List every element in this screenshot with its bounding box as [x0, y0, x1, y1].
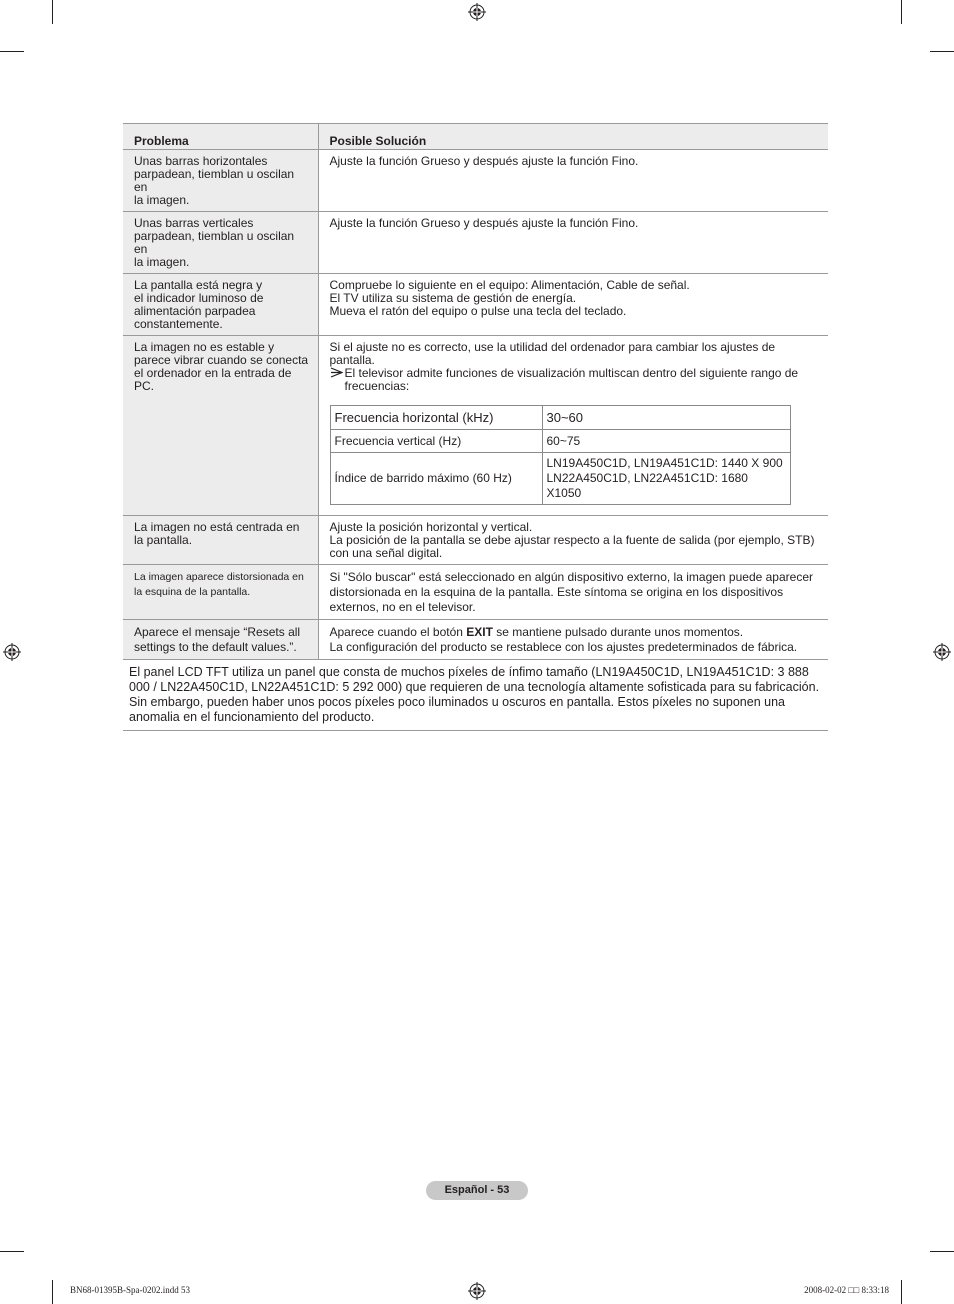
- slug-filename: BN68-01395B-Spa-0202.indd 53: [70, 1285, 190, 1295]
- problem-cell: La imagen no es estable y parece vibrar cuando se conecta el ordenador en la entrada de PC.: [123, 336, 318, 516]
- note: El televisor admite funciones de visualización multiscan dentro del siguiente rango de frecuencias:: [330, 367, 821, 393]
- table-row: [123, 516, 828, 565]
- problem-cell: La pantalla está negra y el indicador luminoso de alimentación parpadea constantemente.: [123, 274, 318, 336]
- freq-label: Frecuencia vertical (Hz): [330, 430, 542, 453]
- table-row: [123, 565, 828, 620]
- table-row: [123, 212, 828, 274]
- problem-cell: La imagen no está centrada en la pantalla.: [123, 516, 318, 565]
- table-row: [123, 274, 828, 336]
- header-problem: Problema: [123, 124, 318, 150]
- page-number-badge: Español - 53: [426, 1181, 528, 1200]
- problem-cell: Aparece el mensaje “Resets all settings to the default values.”.: [123, 620, 318, 660]
- freq-value: 30~60: [542, 406, 790, 430]
- crop-mark: [901, 0, 902, 24]
- slug-datetime: 2008-02-02 □□ 8:33:18: [804, 1285, 889, 1295]
- troubleshooting-table: [123, 123, 828, 731]
- crop-mark: [52, 1280, 53, 1304]
- solution-cell: Ajuste la función Grueso y después ajuste la función Fino.: [318, 212, 828, 274]
- registration-mark-icon: [468, 1282, 486, 1300]
- table-row: [123, 150, 828, 212]
- solution-cell: Compruebe lo siguiente en el equipo: Alimentación, Cable de señal. El TV utiliza su sistema de gestión de energía. Mueva el ratón del equipo o pulse una tecla del teclado.: [318, 274, 828, 336]
- solution-cell: Si "Sólo buscar" está seleccionado en algún dispositivo externo, la imagen puede aparecer distorsionada en la esquina de la pantalla. Este síntoma se origina en los dispositivos externos, no en el televisor.: [318, 565, 828, 620]
- note-arrow-icon: [330, 367, 345, 393]
- problem-cell: Unas barras horizontales parpadean, tiemblan u oscilan en la imagen.: [123, 150, 318, 212]
- exit-key-label: EXIT: [466, 625, 493, 639]
- crop-mark: [0, 51, 24, 52]
- table-row: [123, 336, 828, 516]
- freq-row: [330, 406, 790, 430]
- problem-cell: La imagen aparece distorsionada en la esquina de la pantalla.: [123, 565, 318, 620]
- crop-mark: [901, 1280, 902, 1304]
- solution-cell: Aparece cuando el botón EXIT se mantiene pulsado durante unos momentos. La configuración del producto se restablece con los ajustes predeterminados de fábrica.: [318, 620, 828, 660]
- table-row: [123, 620, 828, 660]
- freq-label: Índice de barrido máximo (60 Hz): [330, 453, 542, 505]
- registration-mark-icon: [3, 643, 21, 661]
- frequency-table: [330, 405, 791, 505]
- solution-cell: Ajuste la función Grueso y después ajuste la función Fino.: [318, 150, 828, 212]
- freq-row: [330, 430, 790, 453]
- registration-mark-icon: [933, 643, 951, 661]
- freq-value: 60~75: [542, 430, 790, 453]
- freq-value: LN19A450C1D, LN19A451C1D: 1440 X 900 LN22A450C1D, LN22A451C1D: 1680 X1050: [542, 453, 790, 505]
- freq-row: [330, 453, 790, 505]
- crop-mark: [930, 1251, 954, 1252]
- problem-cell: Unas barras verticales parpadean, tiemblan u oscilan en la imagen.: [123, 212, 318, 274]
- crop-mark: [0, 1251, 24, 1252]
- crop-mark: [930, 51, 954, 52]
- freq-label: Frecuencia horizontal (kHz): [330, 406, 542, 430]
- solution-cell: Si el ajuste no es correcto, use la utilidad del ordenador para cambiar los ajustes de pantalla. El televisor admite funciones de visualización multiscan dentro del siguiente rango de frecuencias: Frecuencia horizontal (kHz) 30~60 Frecuencia vertical (Hz) 60~75 Índice de barrido máximo (60 Hz) LN19A450C1D, LN19A451C1D: 1440 X 900 LN22A450C1D, LN22A451C1D: 1680 X1050: [318, 336, 828, 516]
- lcd-pixel-note: El panel LCD TFT utiliza un panel que consta de muchos píxeles de ínfimo tamaño (LN19A450C1D, LN19A451C1D: 3 888 000 / LN22A450C1D, LN22A451C1D: 5 292 000) que requieren de una tecnología altamente sofisticada para su fabricación. Sin embargo, pueden haber unos pocos píxeles poco iluminados u oscuros en pantalla. Estos píxeles no suponen una anomalia en el funcionamiento del producto.: [123, 660, 828, 731]
- registration-mark-icon: [468, 3, 486, 21]
- table-header-row: [123, 124, 828, 150]
- header-solution: Posible Solución: [318, 124, 828, 150]
- footer-row: [123, 660, 828, 731]
- crop-mark: [52, 0, 53, 24]
- solution-cell: Ajuste la posición horizontal y vertical. La posición de la pantalla se debe ajustar respecto a la fuente de salida (por ejemplo, STB) con una señal digital.: [318, 516, 828, 565]
